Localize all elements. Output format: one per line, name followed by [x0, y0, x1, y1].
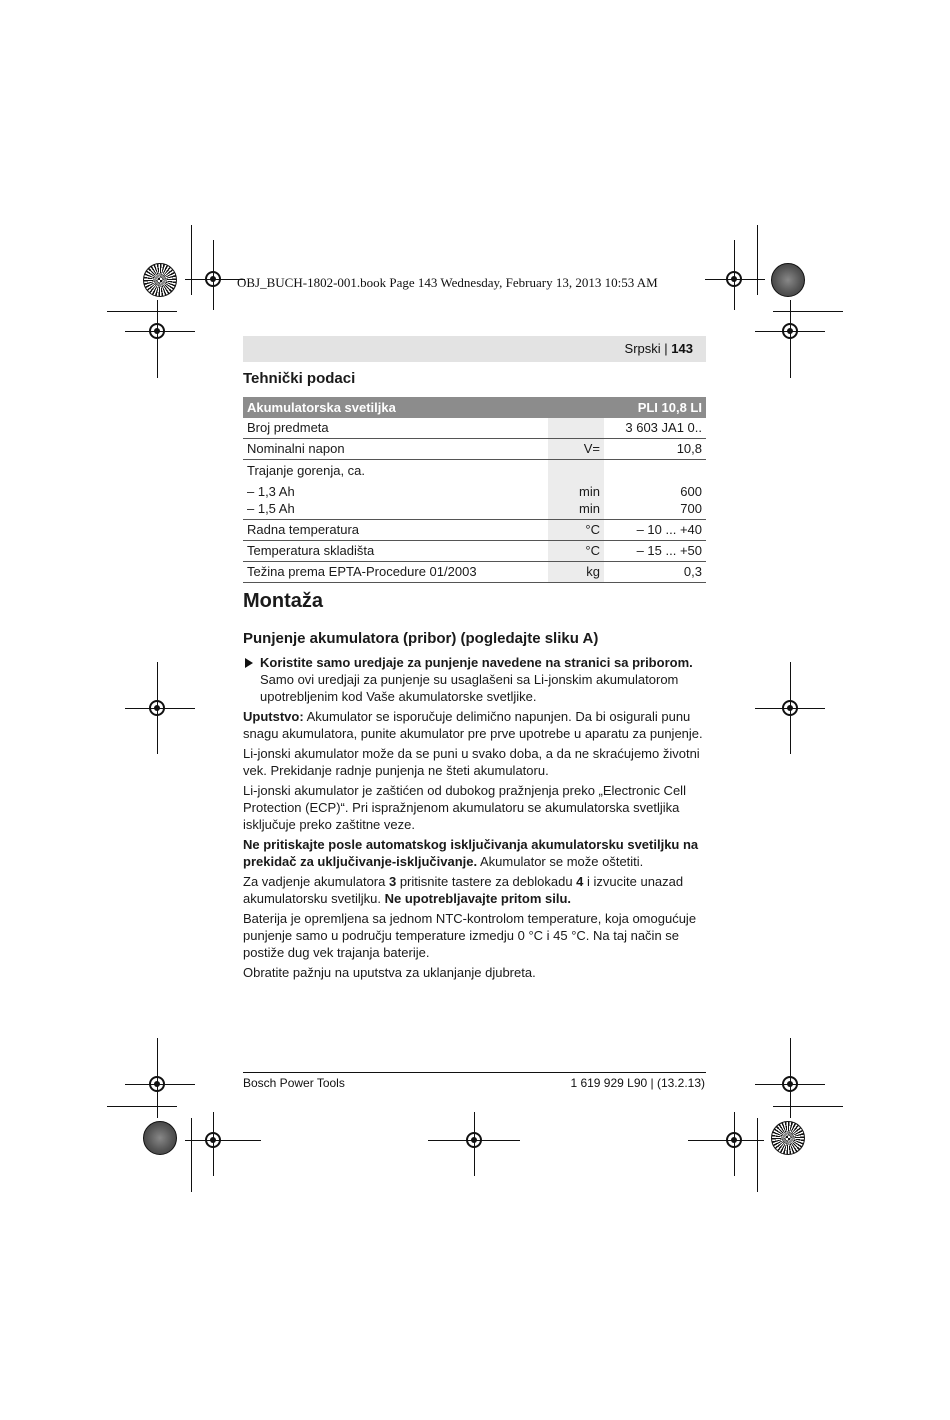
table-header-row — [243, 397, 706, 418]
header-separator: | — [664, 341, 668, 356]
registration-mark — [149, 323, 165, 339]
bullet-item — [243, 654, 708, 705]
registration-mark — [205, 1132, 221, 1148]
registration-mark — [205, 271, 221, 287]
header-text — [625, 341, 693, 356]
row-label: Nominalni napon — [243, 439, 548, 460]
row-label: Radna temperatura — [243, 520, 548, 541]
warning-bold-text: Ne upotrebljavajte pritom silu. — [384, 891, 571, 906]
run-time-label: Trajanje gorenja, ca. — [247, 463, 366, 478]
crop-mark — [185, 1140, 261, 1141]
row-unit: °C — [548, 520, 604, 541]
table-header-label: Akumulatorska svetiljka — [243, 397, 604, 418]
run-time-sub-label: – 1,5 Ah — [247, 501, 295, 516]
run-time-sub-value: 700 — [680, 501, 702, 516]
row-value — [604, 460, 706, 520]
crop-mark — [107, 1106, 177, 1107]
paragraph — [243, 873, 708, 907]
bullet-triangle-icon — [245, 658, 253, 668]
paragraph: Baterija je opremljena sa jednom NTC-kontrolom temperature, koja omogućuje punjenje samo u području temperature izmedju 0 °C i 45 °C. Na taj način se postiže dug vek trajanja baterije. — [243, 911, 697, 960]
table-row — [243, 562, 706, 583]
bullet-bold-text: Koristite samo uredjaje za punjenje navedene na stranici sa priborom. — [260, 655, 693, 670]
footer-brand: Bosch Power Tools — [243, 1076, 345, 1090]
paragraph-text: i izvucite unazad akumulatorsku svetiljku. — [243, 874, 684, 906]
footer-doc-number: 1 619 929 L90 | (13.2.13) — [570, 1076, 705, 1090]
paragraph: Li-jonski akumulator može da se puni u svako doba, a da ne skraćujemo životni vek. Prekidanje radnje punjenja ne šteti akumulatoru. — [243, 746, 700, 778]
run-time-sub-label: – 1,3 Ah — [247, 484, 295, 499]
color-target-bottom-right — [771, 1121, 805, 1155]
registration-mark — [726, 271, 742, 287]
page-number: 143 — [671, 341, 693, 356]
crop-mark — [191, 1118, 192, 1192]
bullet-text: Samo ovi uredjaji za punjenje su usaglašeni sa Li-jonskim akumulatorom upotrebljenim kod Vaše akumulatorske svetljike. — [260, 672, 679, 704]
crop-mark — [790, 300, 791, 378]
row-value: – 15 ... +50 — [604, 541, 706, 562]
footer-rule — [243, 1072, 706, 1073]
table-header-value: PLI 10,8 LI — [604, 397, 706, 418]
crop-mark — [773, 311, 843, 312]
registration-mark — [149, 1076, 165, 1092]
run-time-sub-unit: min — [579, 484, 600, 499]
note-label: Uputstvo: — [243, 709, 304, 724]
row-unit — [548, 460, 604, 520]
part-number: 3 — [388, 874, 397, 889]
row-unit: kg — [548, 562, 604, 583]
paragraph: Li-jonski akumulator je zaštićen od dubokog pražnjenja preko „Electronic Cell Protection (ECP)“. Pri ispražnjenom akumulatoru se akumulatorska svetljika isključuje preko zaštitne veze. — [243, 783, 686, 832]
color-target-top-left — [143, 263, 177, 297]
header-language: Srpski — [624, 341, 661, 356]
row-value: – 10 ... +40 — [604, 520, 706, 541]
registration-mark — [782, 323, 798, 339]
tech-data-heading: Tehnički podaci — [243, 370, 356, 387]
crop-mark — [191, 225, 192, 295]
registration-mark — [782, 1076, 798, 1092]
warning-bold-text: Ne pritiskajte posle automatskog isključivanja akumulatorsku svetiljku na prekidač za uključivanje-isključivanje. — [243, 837, 699, 869]
run-time-sub-unit: min — [579, 501, 600, 516]
row-unit: V= — [548, 439, 604, 460]
tech-data-table — [243, 397, 706, 583]
spacer — [552, 462, 600, 479]
paragraph — [243, 708, 708, 742]
table-row — [243, 418, 706, 439]
paragraph-text: Akumulator se može oštetiti. — [477, 854, 644, 869]
page-header — [243, 336, 706, 362]
row-value: 3 603 JA1 0.. — [604, 418, 706, 439]
paragraph — [243, 836, 708, 870]
paragraph-text: pritisnite tastere za deblokadu — [396, 874, 577, 889]
table-row — [243, 439, 706, 460]
registration-mark — [782, 700, 798, 716]
row-value: 0,3 — [604, 562, 706, 583]
print-slug: OBJ_BUCH-1802-001.book Page 143 Wednesday, February 13, 2013 10:53 AM — [237, 275, 658, 290]
registration-mark — [149, 700, 165, 716]
row-label: Temperatura skladišta — [243, 541, 548, 562]
table-row-run-time — [243, 460, 706, 520]
row-label: Broj predmeta — [243, 418, 548, 439]
montaza-heading: Montaža — [243, 590, 323, 612]
row-unit — [548, 418, 604, 439]
paragraph: Obratite pažnju na uputstva za uklanjanje djubreta. — [243, 965, 536, 980]
table-row — [243, 541, 706, 562]
part-number: 4 — [576, 874, 584, 889]
row-unit: °C — [548, 541, 604, 562]
paragraph-text: Za vadjenje akumulatora — [243, 874, 389, 889]
crop-mark — [773, 1106, 843, 1107]
charging-subheading: Punjenje akumulatora (pribor) (pogledajte sliku A) — [243, 630, 599, 647]
crop-mark — [757, 1118, 758, 1192]
row-label: Težina prema EPTA-Procedure 01/2003 — [243, 562, 548, 583]
crop-mark — [157, 300, 158, 378]
row-label — [243, 460, 548, 520]
color-target-top-right — [771, 263, 805, 297]
paragraph-text: Akumulator se isporučuje delimično napunjen. Da bi osigurali punu snagu akumulatora, punite akumulator pre prve upotrebe u aparatu za punjenje. — [243, 709, 703, 741]
crop-mark — [107, 311, 177, 312]
montaza-body — [243, 654, 708, 984]
registration-mark — [726, 1132, 742, 1148]
spacer — [608, 462, 702, 479]
run-time-sub-value: 600 — [680, 484, 702, 499]
table-row — [243, 520, 706, 541]
crop-mark — [757, 225, 758, 295]
color-target-bottom-left — [143, 1121, 177, 1155]
row-value: 10,8 — [604, 439, 706, 460]
registration-mark — [466, 1132, 482, 1148]
